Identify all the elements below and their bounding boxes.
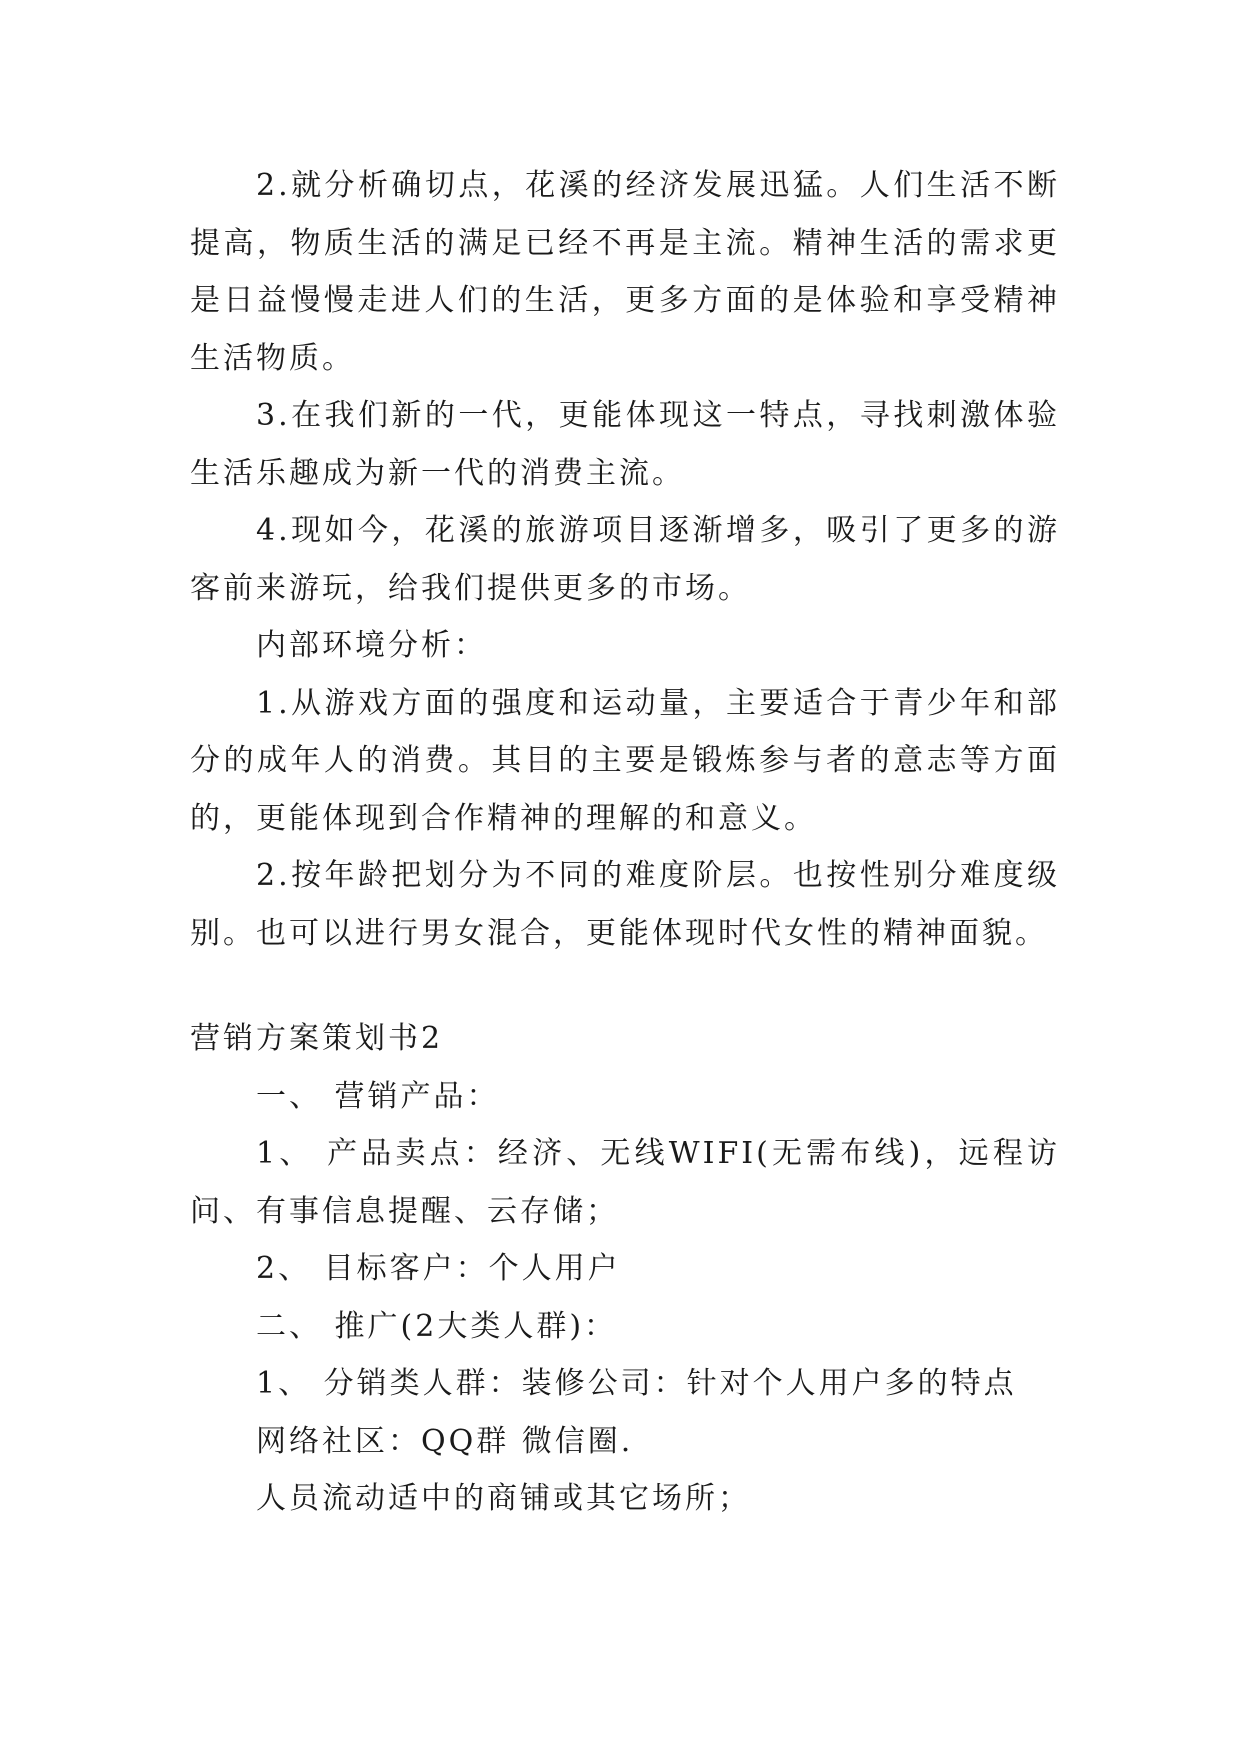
- item-selling-points: 1、 产品卖点：经济、无线WIFI(无需布线)，远程访问、有事信息提醒、云存储；: [190, 1136, 1060, 1229]
- paragraph-new-generation: 3.在我们新的一代，更能体现这一特点，寻找刺激体验生活乐趣成为新一代的消费主流。: [190, 398, 1060, 491]
- paragraph-game-intensity: 1.从游戏方面的强度和运动量，主要适合于青少年和部分的成年人的消费。其目的主要是锻炼参与者的意志等方面的，更能体现到合作精神的理解的和意义。: [190, 685, 1060, 836]
- heading-internal-analysis: 内部环境分析：: [256, 628, 487, 663]
- item-shops: 人员流动适中的商铺或其它场所；: [256, 1481, 751, 1516]
- paragraph-economy: 2.就分析确切点，花溪的经济发展迅猛。人们生活不断提高，物质生活的满足已经不再是主流。精神生活的需求更是日益慢慢走进人们的生活，更多方面的是体验和享受精神生活物质。: [190, 168, 1060, 376]
- item-online-community: 网络社区：QQ群 微信圈.: [256, 1423, 634, 1459]
- heading-promotion: 二、 推广(2大类人群)：: [256, 1308, 618, 1344]
- paragraph-age-levels: 2.按年龄把划分为不同的难度阶层。也按性别分难度级别。也可以进行男女混合，更能体现时代女性的精神面貌。: [190, 858, 1060, 951]
- paragraph-tourism: 4.现如今，花溪的旅游项目逐渐增多，吸引了更多的游客前来游玩，给我们提供更多的市场。: [190, 513, 1060, 606]
- heading-marketing-product: 一、 营销产品：: [256, 1078, 500, 1114]
- item-distribution-groups: 1、 分销类人群：装修公司：针对个人用户多的特点: [256, 1366, 1017, 1401]
- section-title: 营销方案策划书2: [190, 1021, 444, 1056]
- item-target-customers: 2、 目标客户：个人用户: [256, 1251, 621, 1286]
- document-body: [190, 157, 1060, 1528]
